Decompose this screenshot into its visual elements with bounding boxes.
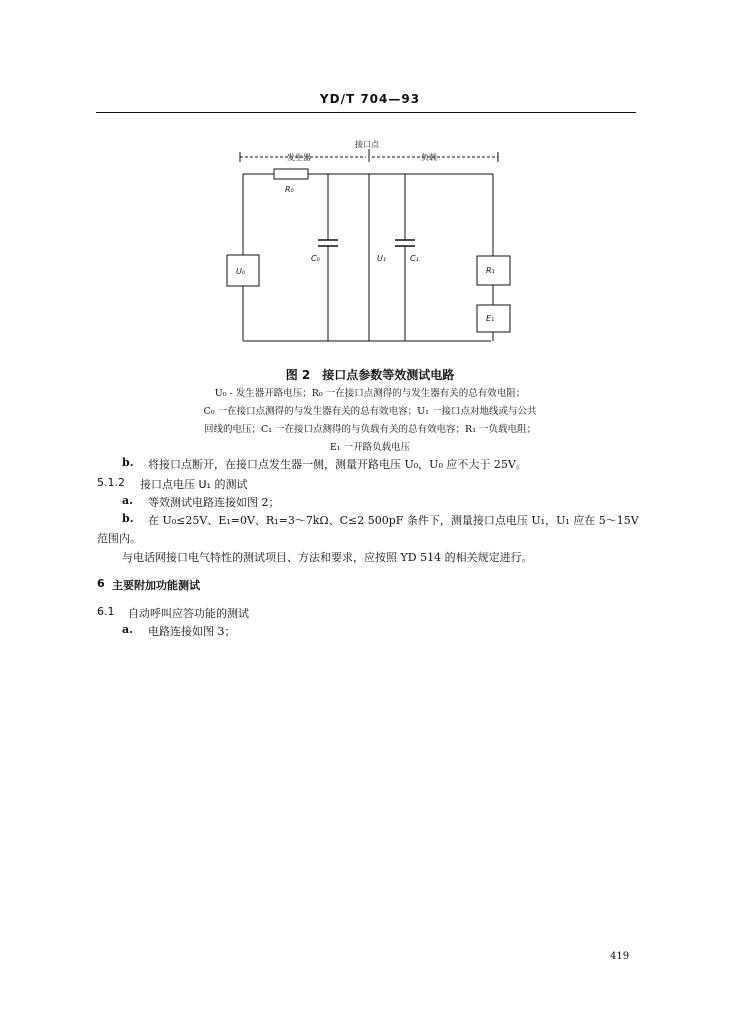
legend-line: E₁ 一开路负载电压 [329,442,411,453]
item-label: a. [122,623,133,636]
page-header: YD/T 704—93 [319,92,421,106]
label-cs: C₀ [311,254,320,263]
label-rs: R₀ [285,185,294,194]
section-title: 自动呼叫应答功能的测试 [128,607,249,620]
header-rule [96,112,636,113]
page-number: 419 [610,951,630,962]
item-text: 等效测试电路连接如图 2； [148,496,280,509]
label-us: U₀ [236,267,246,276]
item-label: b. [122,456,134,469]
label-rl: R₁ [486,266,495,275]
item-text-continued: 范围内。 [97,532,141,545]
resistor-rs [274,169,308,179]
item-text: 将接口点断开，在接口点发生器一侧，测量开路电压 U₀，U₀ 应不大于 25V。 [148,458,527,471]
section-number: 6.1 [97,605,115,618]
item-label: b. [122,512,134,525]
label-el: E₁ [486,314,495,323]
section-title: 主要附加功能测试 [112,579,200,592]
label-load: 负载 [421,153,437,162]
label-u1: U₁ [377,254,387,263]
item-label: a. [122,494,133,507]
legend-line: 回线的电压；C₁ 一在接口点测得的与负载有关的总有效电容；R₁ 一负载电阻； [203,424,537,435]
figure-caption: 图 2 接口点参数等效测试电路 [285,368,455,382]
label-cl: C₁ [410,254,419,263]
legend-line: U₀ - 发生器开路电压；R₀ 一在接口点测得的与发生器有关的总有效电阻； [214,388,526,399]
paragraph: 与电话网接口电气特性的测试项目、方法和要求，应按照 YD 514 的相关规定进行。 [122,551,533,564]
legend-line: C₀ 一在接口点测得的与发生器有关的总有效电容；U₁ 一接口点对地线或与公共 [203,406,537,417]
section-number: 5.1.2 [97,476,125,489]
circuit-diagram [0,130,740,360]
label-interface: 接口点 [355,140,379,149]
item-text: 电路连接如图 3； [148,625,236,638]
item-text: 在 U₀≤25V、E₁=0V、R₁=3～7kΩ、C≤2 500pF 条件下，测量接口点电压 U₁，U₁ 应在 5～15V [148,514,639,527]
section-number: 6 [97,577,105,590]
section-title: 接口点电压 U₁ 的测试 [140,478,248,491]
label-generator: 发生器 [287,153,311,162]
